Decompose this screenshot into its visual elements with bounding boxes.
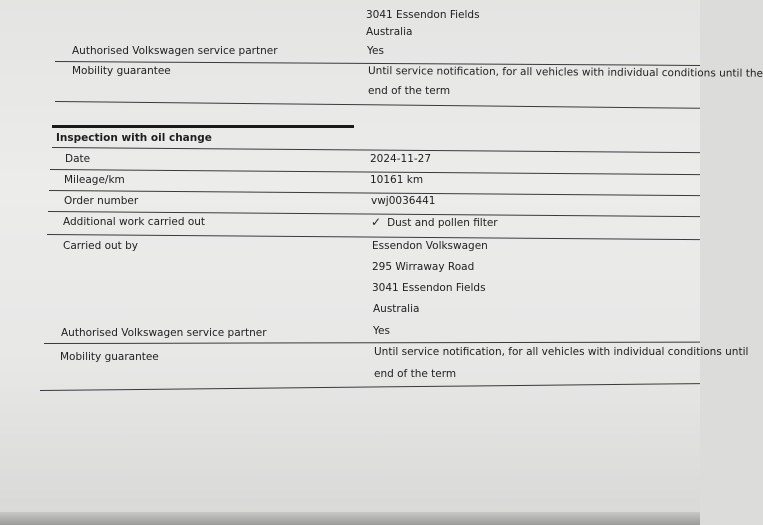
mobility-guarantee-value-line2: end of the term xyxy=(374,368,457,380)
prev-section-bottom-line xyxy=(55,101,700,109)
mileage-label: Mileage/km xyxy=(64,174,125,186)
row-divider-authorised xyxy=(44,342,700,344)
page-edge-shadow xyxy=(0,512,700,525)
prev-authorised-partner-value: Yes xyxy=(367,45,384,57)
order-number-label: Order number xyxy=(64,195,139,207)
dealer-name: Essendon Volkswagen xyxy=(372,240,488,252)
section-header-bar xyxy=(52,125,354,128)
checkmark-icon: ✓ xyxy=(371,215,382,229)
section-bottom-line xyxy=(40,383,700,391)
additional-work-value-wrap xyxy=(371,216,498,229)
authorised-partner-label: Authorised Volkswagen service partner xyxy=(61,327,267,339)
authorised-partner-value: Yes xyxy=(373,325,390,337)
order-number-value: vwj0036441 xyxy=(371,195,436,207)
mobility-guarantee-value-line1: Until service notification, for all vehicles with individual conditions until xyxy=(374,346,749,358)
dealer-suburb: 3041 Essendon Fields xyxy=(372,282,486,294)
dealer-street: 295 Wirraway Road xyxy=(372,261,475,273)
additional-work-label: Additional work carried out xyxy=(63,216,206,228)
prev-address-line: 3041 Essendon Fields xyxy=(366,9,480,21)
prev-country: Australia xyxy=(366,26,413,38)
prev-mobility-value-line1: Until service notification, for all vehicles with individual conditions until the xyxy=(367,65,763,80)
additional-work-value: Dust and pollen filter xyxy=(387,217,498,229)
prev-mobility-label: Mobility guarantee xyxy=(72,65,171,77)
section-title: Inspection with oil change xyxy=(56,132,212,144)
prev-authorised-partner-label: Authorised Volkswagen service partner xyxy=(72,45,278,57)
carried-out-by-label: Carried out by xyxy=(63,240,139,252)
dealer-country: Australia xyxy=(373,303,420,315)
date-label: Date xyxy=(65,153,91,165)
date-value: 2024-11-27 xyxy=(370,153,432,165)
mobility-guarantee-label: Mobility guarantee xyxy=(60,351,159,363)
prev-mobility-value-line2: end of the term xyxy=(368,85,451,97)
mileage-value: 10161 km xyxy=(370,174,424,186)
